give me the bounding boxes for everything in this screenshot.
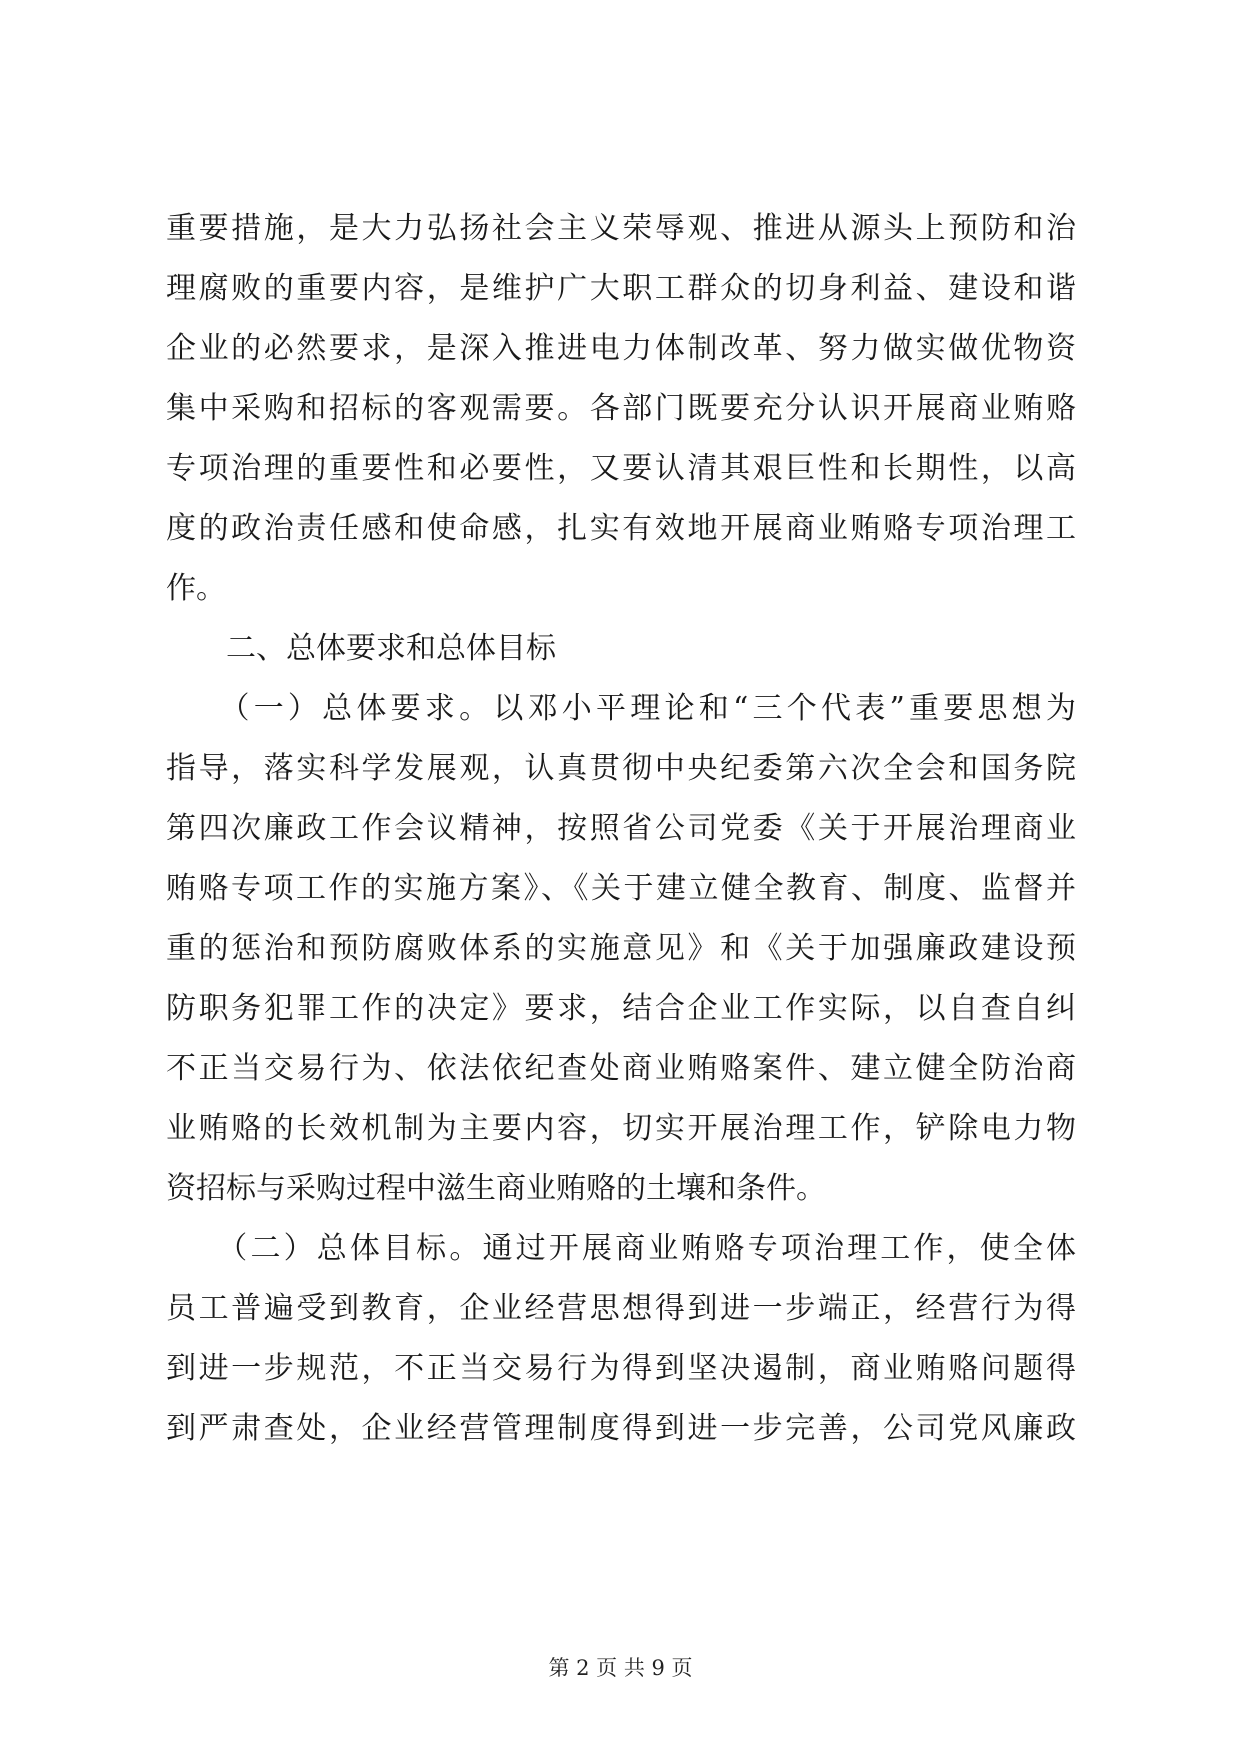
body-line-21: 到严肃查处，企业经营管理制度得到进一步完善，公司党风廉政 xyxy=(166,1411,1076,1446)
body-line-13: 重的惩治和预防腐败体系的实施意见》和《关于加强廉政建设预 xyxy=(166,931,1076,966)
body-line-6: 度的政治责任感和使命感，扎实有效地开展商业贿赂专项治理工 xyxy=(166,511,1076,546)
body-line-20: 到进一步规范，不正当交易行为得到坚决遏制，商业贿赂问题得 xyxy=(166,1351,1076,1386)
body-line-7: 作。 xyxy=(166,571,226,606)
body-line-9: （一）总体要求。以邓小平理论和“三个代表”重要思想为 xyxy=(166,691,1076,726)
body-line-11: 第四次廉政工作会议精神，按照省公司党委《关于开展治理商业 xyxy=(166,811,1076,846)
body-line-17: 资招标与采购过程中滋生商业贿赂的土壤和条件。 xyxy=(166,1171,826,1206)
page-number-footer: 第 2 页 共 9 页 xyxy=(548,1656,693,1680)
body-line-16: 业贿赂的长效机制为主要内容，切实开展治理工作，铲除电力物 xyxy=(166,1111,1076,1146)
body-line-19: 员工普遍受到教育，企业经营思想得到进一步端正，经营行为得 xyxy=(166,1291,1076,1326)
body-line-1: 重要措施，是大力弘扬社会主义荣辱观、推进从源头上预防和治 xyxy=(166,211,1076,246)
body-line-14: 防职务犯罪工作的决定》要求，结合企业工作实际，以自查自纠 xyxy=(166,991,1076,1026)
body-line-4: 集中采购和招标的客观需要。各部门既要充分认识开展商业贿赂 xyxy=(166,391,1076,426)
body-line-10: 指导，落实科学发展观，认真贯彻中央纪委第六次全会和国务院 xyxy=(166,751,1076,786)
body-line-3: 企业的必然要求，是深入推进电力体制改革、努力做实做优物资 xyxy=(166,331,1076,366)
body-line-18: （二）总体目标。通过开展商业贿赂专项治理工作，使全体 xyxy=(166,1231,1076,1266)
body-line-12: 贿赂专项工作的实施方案》、《关于建立健全教育、制度、监督并 xyxy=(166,871,1076,906)
body-line-15: 不正当交易行为、依法依纪查处商业贿赂案件、建立健全防治商 xyxy=(166,1051,1076,1086)
section-heading: 二、总体要求和总体目标 xyxy=(166,631,556,666)
body-line-2: 理腐败的重要内容，是维护广大职工群众的切身利益、建设和谐 xyxy=(166,271,1076,306)
body-line-5: 专项治理的重要性和必要性，又要认清其艰巨性和长期性，以高 xyxy=(166,451,1076,486)
